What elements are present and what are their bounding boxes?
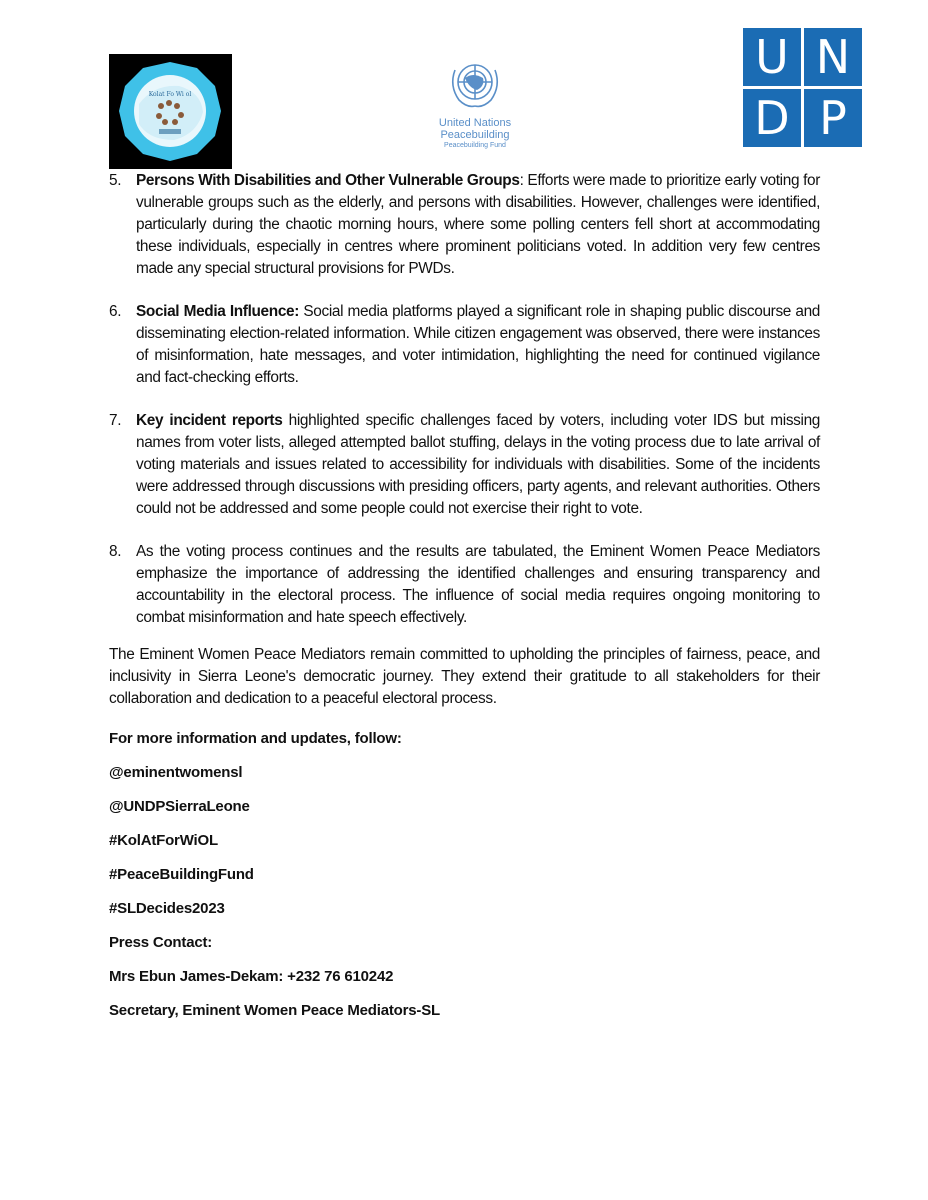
un-logo-line2: Peacebuilding <box>440 129 510 141</box>
item-number: 6. <box>109 303 122 320</box>
ewpm-emblem-icon <box>109 54 232 169</box>
item-heading: Social Media Influence: <box>136 303 300 320</box>
un-logo-line3: Peacebuilding Fund <box>444 142 506 149</box>
social-handle-undpsierraleone: @UNDPSierraLeone <box>109 798 250 816</box>
item-body: highlighted specific challenges faced by voters, including voter IDS but missing names from voter lists, alleged attempted ballot stuffing, delays in the voting process due to late arrival of voting materials and issues related to accessibility for individuals with disabilities. Some of the incidents were addressed through discussions with presiding officers, party agents, and relevant authorities. Others could not be addressed and some people could not exercise their right to vote. <box>136 412 820 517</box>
social-handle-eminentwomensl: @eminentwomensl <box>109 764 243 782</box>
press-contact-role: Secretary, Eminent Women Peace Mediators-SL <box>109 1002 440 1020</box>
press-contact-label: Press Contact: <box>109 934 213 952</box>
undp-letter-n: N <box>804 28 862 86</box>
un-emblem-icon <box>445 56 505 112</box>
hashtag-sldecides2023: #SLDecides2023 <box>109 900 225 918</box>
item-number: 5. <box>109 172 122 189</box>
item-text <box>136 410 820 520</box>
item-body: Social media platforms played a significant role in shaping public discourse and disseminating election-related information. While citizen engagement was observed, there were instances of misinformation, hate messages, and voter intimidation, highlighting the need for continued vigilance and fact-checking efforts. <box>136 303 820 386</box>
closing-paragraph: The Eminent Women Peace Mediators remain committed to upholding the principles of fairness, peace, and inclusivity in Sierra Leone's democratic journey. They extend their gratitude to all stakeholders for their collaboration and dedication to a peaceful electoral process. <box>109 646 820 708</box>
item-body: : Efforts were made to prioritize early voting for vulnerable groups such as the elderly, and persons with disabilities. However, challenges were identified, particularly during the chaotic morning hours, where some polling centers fell short at accommodating these individuals, especially in centres where prominent politicians voted. In addition very few centres made any special structural provisions for PWDs. <box>136 172 821 277</box>
item-number: 8. <box>109 543 122 560</box>
undp-letter-d: D <box>743 89 801 147</box>
hashtag-kolatforwiol: #KolAtForWiOL <box>109 832 218 850</box>
svg-text:Kolat Fo Wi ol: Kolat Fo Wi ol <box>148 91 192 98</box>
item-body: As the voting process continues and the results are tabulated, the Eminent Women Peace Mediators emphasize the importance of addressing the identified challenges and ensuring transparency and accountability in the electoral process. The influence of social media requires ongoing monitoring to combat misinformation and hate speech effectively. <box>136 543 820 626</box>
item-text <box>136 541 820 629</box>
follow-heading: For more information and updates, follow: <box>109 730 402 748</box>
hashtag-peacebuildingfund: #PeaceBuildingFund <box>109 866 254 884</box>
undp-letter-u: U <box>743 28 801 86</box>
undp-letter-p: P <box>804 89 862 147</box>
list-item <box>109 170 820 280</box>
item-text <box>136 301 820 389</box>
list-item <box>109 301 820 389</box>
un-peacebuilding-logo <box>420 56 530 151</box>
un-logo-line1: United Nations <box>438 117 512 129</box>
item-heading: Key incident reports <box>136 412 283 429</box>
list-item <box>109 541 820 629</box>
document-body <box>109 170 820 1028</box>
item-number: 7. <box>109 412 122 429</box>
undp-logo <box>743 28 862 146</box>
ewpm-logo <box>109 54 232 169</box>
item-heading: Persons With Disabilities and Other Vulnerable Groups <box>136 172 520 189</box>
list-item <box>109 410 820 520</box>
press-contact-name-phone: Mrs Ebun James-Dekam: +232 76 610242 <box>109 968 394 986</box>
item-text <box>136 170 820 280</box>
